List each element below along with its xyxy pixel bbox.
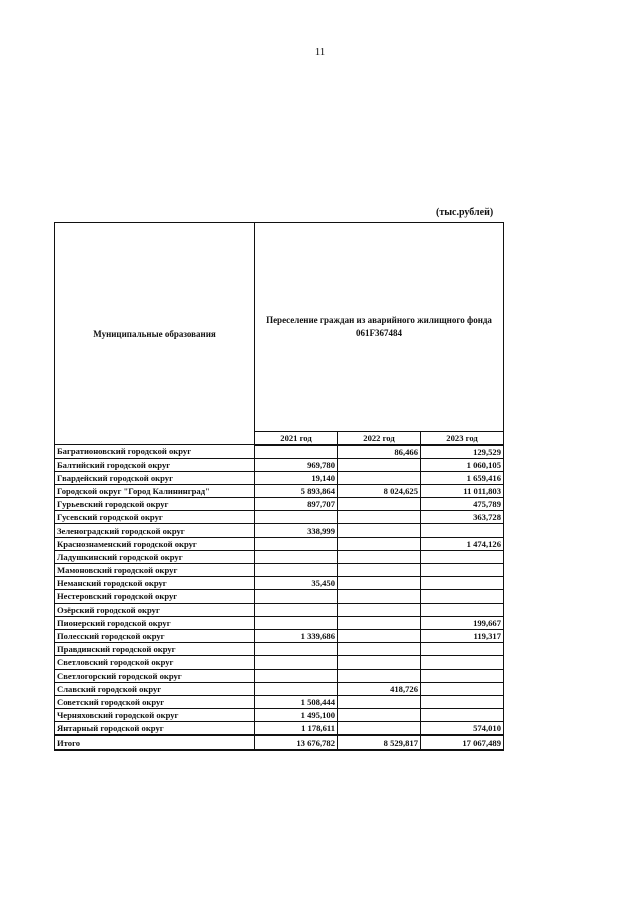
value-2021 (255, 590, 338, 603)
value-2023 (421, 603, 504, 616)
value-2023: 475,789 (421, 498, 504, 511)
value-2023: 199,667 (421, 616, 504, 629)
value-2022 (338, 695, 421, 708)
row-name: Мамоновский городской округ (55, 564, 255, 577)
row-name: Правдинский городской округ (55, 643, 255, 656)
total-label: Итого (55, 735, 255, 749)
table-row (55, 669, 504, 682)
value-2023: 1 060,105 (421, 458, 504, 471)
value-2023: 1 474,126 (421, 537, 504, 550)
total-row (55, 735, 504, 749)
table-row (55, 643, 504, 656)
table-row (55, 709, 504, 722)
value-2023: 129,529 (421, 445, 504, 459)
value-2023 (421, 643, 504, 656)
total-2023: 17 067,489 (421, 735, 504, 749)
value-2021 (255, 537, 338, 550)
row-name: Светлогорский городской округ (55, 669, 255, 682)
row-name: Багратионовский городской округ (55, 445, 255, 459)
value-2023 (421, 656, 504, 669)
table-row (55, 511, 504, 524)
row-name: Янтарный городской округ (55, 722, 255, 736)
budget-table (54, 222, 504, 751)
table-row (55, 564, 504, 577)
row-name: Пионерский городской округ (55, 616, 255, 629)
table-row (55, 603, 504, 616)
value-2022 (338, 524, 421, 537)
value-2022 (338, 643, 421, 656)
value-2022: 86,466 (338, 445, 421, 459)
value-2021 (255, 550, 338, 563)
value-2023 (421, 550, 504, 563)
table-row (55, 484, 504, 497)
row-name: Озёрский городской округ (55, 603, 255, 616)
value-2022 (338, 498, 421, 511)
units-label: (тыс.рублей) (436, 207, 494, 218)
value-2023: 363,728 (421, 511, 504, 524)
value-2023 (421, 695, 504, 708)
value-2022 (338, 590, 421, 603)
value-2022: 418,726 (338, 682, 421, 695)
row-name: Черняховский городской округ (55, 709, 255, 722)
value-2021: 338,999 (255, 524, 338, 537)
table-row (55, 629, 504, 642)
value-2022 (338, 669, 421, 682)
value-2022 (338, 709, 421, 722)
value-2022 (338, 629, 421, 642)
value-2021 (255, 564, 338, 577)
table-row (55, 590, 504, 603)
table-row (55, 695, 504, 708)
value-2021 (255, 603, 338, 616)
row-name: Балтийский городской округ (55, 458, 255, 471)
page-number: 11 (314, 46, 326, 58)
table-row (55, 471, 504, 484)
value-2021: 19,140 (255, 471, 338, 484)
value-2022 (338, 511, 421, 524)
row-name: Городской округ "Город Калининград" (55, 484, 255, 497)
value-2021 (255, 445, 338, 459)
value-2021: 1 495,100 (255, 709, 338, 722)
table-row (55, 458, 504, 471)
row-name: Славский городской округ (55, 682, 255, 695)
value-2021: 5 893,864 (255, 484, 338, 497)
value-2021 (255, 616, 338, 629)
table-row (55, 524, 504, 537)
value-2023 (421, 682, 504, 695)
value-2021: 1 508,444 (255, 695, 338, 708)
value-2023 (421, 524, 504, 537)
row-name: Советский городской округ (55, 695, 255, 708)
value-2023 (421, 590, 504, 603)
table-row (55, 577, 504, 590)
value-2022 (338, 577, 421, 590)
value-2023 (421, 577, 504, 590)
value-2021: 897,707 (255, 498, 338, 511)
table-row (55, 445, 504, 459)
value-2021: 1 339,686 (255, 629, 338, 642)
value-2022 (338, 564, 421, 577)
value-2021 (255, 511, 338, 524)
value-2021 (255, 643, 338, 656)
header-year-2022: 2022 год (338, 431, 421, 445)
row-name: Гурьевский городской округ (55, 498, 255, 511)
value-2023: 119,317 (421, 629, 504, 642)
value-2023 (421, 564, 504, 577)
value-2023: 574,010 (421, 722, 504, 736)
row-name: Светловский городской округ (55, 656, 255, 669)
row-name: Полесский городской округ (55, 629, 255, 642)
value-2021: 1 178,611 (255, 722, 338, 736)
row-name: Неманский городской округ (55, 577, 255, 590)
row-name: Гвардейский городской округ (55, 471, 255, 484)
table-body (55, 445, 504, 750)
table-row (55, 656, 504, 669)
header-year-2023: 2023 год (421, 431, 504, 445)
value-2021 (255, 669, 338, 682)
value-2022 (338, 722, 421, 736)
value-2022: 8 024,625 (338, 484, 421, 497)
value-2021 (255, 682, 338, 695)
value-2023 (421, 709, 504, 722)
table-row (55, 616, 504, 629)
value-2022 (338, 537, 421, 550)
value-2023: 1 659,416 (421, 471, 504, 484)
value-2022 (338, 616, 421, 629)
value-2021: 35,450 (255, 577, 338, 590)
header-resettlement: Переселение граждан из аварийного жилищного фонда 061F367484 (255, 223, 504, 432)
value-2021 (255, 656, 338, 669)
total-2022: 8 529,817 (338, 735, 421, 749)
row-name: Гусевский городской округ (55, 511, 255, 524)
value-2021: 969,780 (255, 458, 338, 471)
value-2022 (338, 550, 421, 563)
value-2023 (421, 669, 504, 682)
value-2022 (338, 471, 421, 484)
value-2022 (338, 458, 421, 471)
row-name: Ладушкинский городской округ (55, 550, 255, 563)
row-name: Краснознаменский городской округ (55, 537, 255, 550)
table-row (55, 498, 504, 511)
table-row (55, 550, 504, 563)
table-row (55, 537, 504, 550)
table-row (55, 682, 504, 695)
value-2022 (338, 603, 421, 616)
row-name: Зеленоградский городской округ (55, 524, 255, 537)
header-municipalities: Муниципальные образования (55, 223, 255, 445)
value-2022 (338, 656, 421, 669)
header-year-2021: 2021 год (255, 431, 338, 445)
row-name: Нестеровский городской округ (55, 590, 255, 603)
table-row (55, 722, 504, 736)
value-2023: 11 011,803 (421, 484, 504, 497)
total-2021: 13 676,782 (255, 735, 338, 749)
